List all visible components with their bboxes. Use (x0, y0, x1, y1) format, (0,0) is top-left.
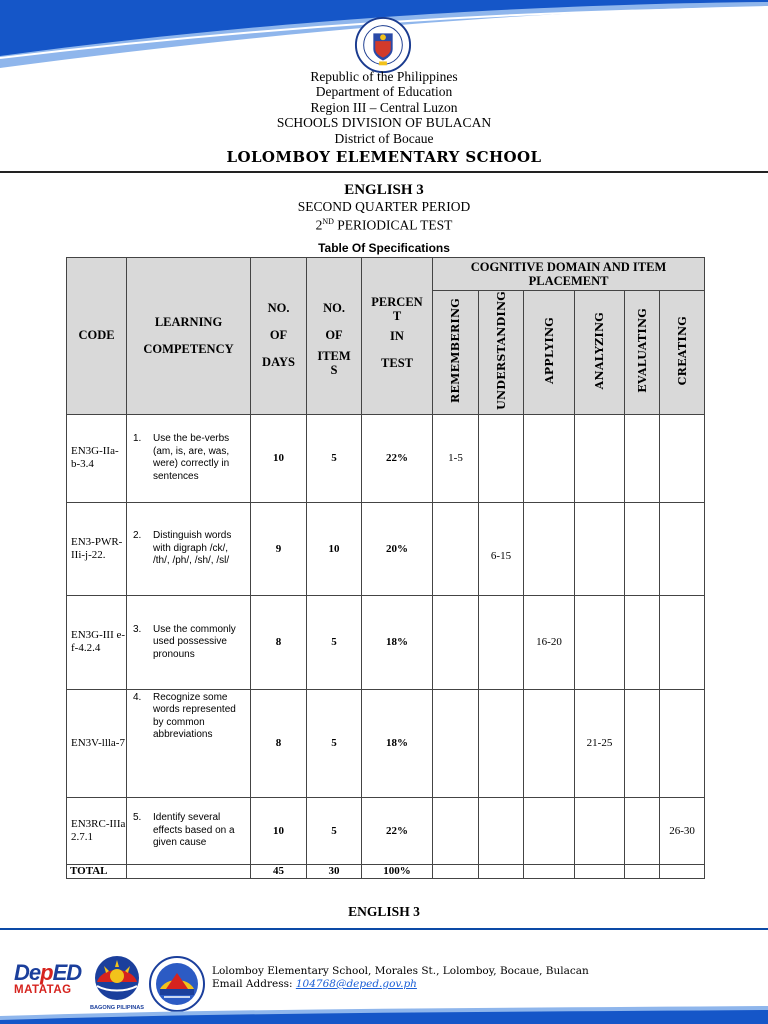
header-evaluating: EVALUATING (625, 291, 660, 415)
table-row (67, 414, 705, 502)
header-cognitive-domain: COGNITIVE DOMAIN AND ITEM PLACEMENT (433, 258, 705, 291)
row-evaluating (625, 797, 660, 864)
row-items: 5 (307, 797, 362, 864)
header-percent: PERCEN T IN TEST (362, 258, 433, 415)
total-row (67, 864, 705, 878)
total-items: 30 (307, 864, 362, 878)
row-code: EN3RC-IIIa 2.7.1 (67, 797, 127, 864)
row-code: EN3V-llla-7 (67, 689, 127, 797)
header-republic: Republic of the Philippines (310, 69, 458, 84)
header-items: NO. OF ITEM S (307, 258, 362, 415)
row-understanding (479, 689, 524, 797)
test-ordinal-suffix: ND (322, 217, 334, 226)
row-items: 10 (307, 502, 362, 595)
quarter-period: SECOND QUARTER PERIOD (297, 199, 471, 214)
row-evaluating (625, 689, 660, 797)
total-applying (524, 864, 575, 878)
row-understanding (479, 797, 524, 864)
row-creating: 26-30 (660, 797, 705, 864)
total-days: 45 (251, 864, 307, 878)
footer-subject: ENGLISH 3 (348, 904, 420, 919)
bagong-pilipinas-logo (88, 952, 146, 1012)
row-creating (660, 414, 705, 502)
row-days: 8 (251, 595, 307, 689)
header-competency: LEARNING COMPETENCY (127, 258, 251, 415)
total-understanding (479, 864, 524, 878)
school-name: LOLOMBOY ELEMENTARY SCHOOL (226, 148, 542, 167)
row-remembering (433, 502, 479, 595)
row-days: 10 (251, 797, 307, 864)
deped-seal-logo (354, 16, 412, 74)
row-analyzing (575, 595, 625, 689)
total-remembering (433, 864, 479, 878)
row-analyzing (575, 797, 625, 864)
header-understanding: UNDERSTANDING (479, 291, 524, 415)
row-remembering (433, 595, 479, 689)
row-evaluating (625, 595, 660, 689)
total-competency (127, 864, 251, 878)
email-link[interactable]: 104768@deped.gov.ph (295, 978, 417, 990)
row-code: EN3-PWR-IIi-j-22. (67, 502, 127, 595)
total-creating (660, 864, 705, 878)
row-percent: 18% (362, 689, 433, 797)
table-caption: Table Of Specifications (318, 241, 450, 255)
test-title (0, 181, 768, 233)
row-analyzing (575, 414, 625, 502)
row-creating (660, 502, 705, 595)
row-code: EN3G-IIa-b-3.4 (67, 414, 127, 502)
svg-text:BAGONG PILIPINAS: BAGONG PILIPINAS (89, 1005, 145, 1011)
row-remembering (433, 797, 479, 864)
row-analyzing: 21-25 (575, 689, 625, 797)
row-evaluating (625, 502, 660, 595)
row-remembering (433, 689, 479, 797)
header-applying: APPLYING (524, 291, 575, 415)
email-label: Email Address: (212, 978, 296, 990)
row-percent: 20% (362, 502, 433, 595)
row-items: 5 (307, 595, 362, 689)
total-evaluating (625, 864, 660, 878)
header-department: Department of Education (315, 84, 453, 100)
row-remembering: 1-5 (433, 414, 479, 502)
school-address: Lolomboy Elementary School, Morales St., Lolomboy, Bocaue, Bulacan (212, 965, 589, 977)
table-row (67, 689, 705, 797)
school-address-block (212, 965, 589, 991)
header-creating: CREATING (660, 291, 705, 415)
row-understanding (479, 414, 524, 502)
header-days: NO. OF DAYS (251, 258, 307, 415)
row-days: 10 (251, 414, 307, 502)
row-competency: 3. Use the commonly used possessive pronouns (127, 595, 251, 689)
row-items: 5 (307, 414, 362, 502)
header-region: Region III – Central Luzon (310, 99, 458, 115)
row-applying: 16-20 (524, 595, 575, 689)
row-competency: 5. Identify several effects based on a given cause (127, 797, 251, 864)
row-competency: 4. Recognize some words represented by common abbreviations (127, 689, 251, 797)
header-divider (0, 171, 768, 173)
row-items: 5 (307, 689, 362, 797)
row-understanding (479, 595, 524, 689)
footer-divider (0, 928, 768, 930)
header-code: CODE (67, 258, 127, 415)
row-percent: 22% (362, 414, 433, 502)
row-days: 8 (251, 689, 307, 797)
header-analyzing: ANALYZING (575, 291, 625, 415)
row-applying (524, 414, 575, 502)
row-percent: 22% (362, 797, 433, 864)
bottom-wave-banner (0, 1006, 768, 1024)
school-header (0, 69, 768, 166)
school-email-line (212, 978, 589, 991)
test-name: PERIODICAL TEST (333, 217, 453, 233)
total-percent: 100% (362, 864, 433, 878)
row-analyzing (575, 502, 625, 595)
table-row (67, 595, 705, 689)
row-applying (524, 689, 575, 797)
row-days: 9 (251, 502, 307, 595)
row-competency: 1. Use the be-verbs (am, is, are, was, were) correctly in sentences (127, 414, 251, 502)
row-competency: 2. Distinguish words with digraph /ck/, /th/, /ph/, /sh/, /sl/ (127, 502, 251, 595)
header-remembering: REMEMBERING (433, 291, 479, 415)
table-row (67, 797, 705, 864)
header-district: District of Bocaue (334, 130, 434, 146)
row-creating (660, 595, 705, 689)
total-label: TOTAL (67, 864, 127, 878)
row-percent: 18% (362, 595, 433, 689)
subject-title: ENGLISH 3 (344, 182, 424, 198)
total-analyzing (575, 864, 625, 878)
row-code: EN3G-III e-f-4.2.4 (67, 595, 127, 689)
test-ordinal: 2 (315, 217, 323, 233)
row-evaluating (625, 414, 660, 502)
row-understanding: 6-15 (479, 502, 524, 595)
table-of-specifications (66, 257, 705, 879)
row-applying (524, 797, 575, 864)
header-division: SCHOOLS DIVISION OF BULACAN (276, 115, 492, 131)
periodical-test-label (0, 214, 768, 233)
deped-matatag-logo: DepED MATATAG (14, 960, 82, 996)
school-logo (148, 955, 206, 1013)
row-applying (524, 502, 575, 595)
table-row (67, 502, 705, 595)
row-creating (660, 689, 705, 797)
